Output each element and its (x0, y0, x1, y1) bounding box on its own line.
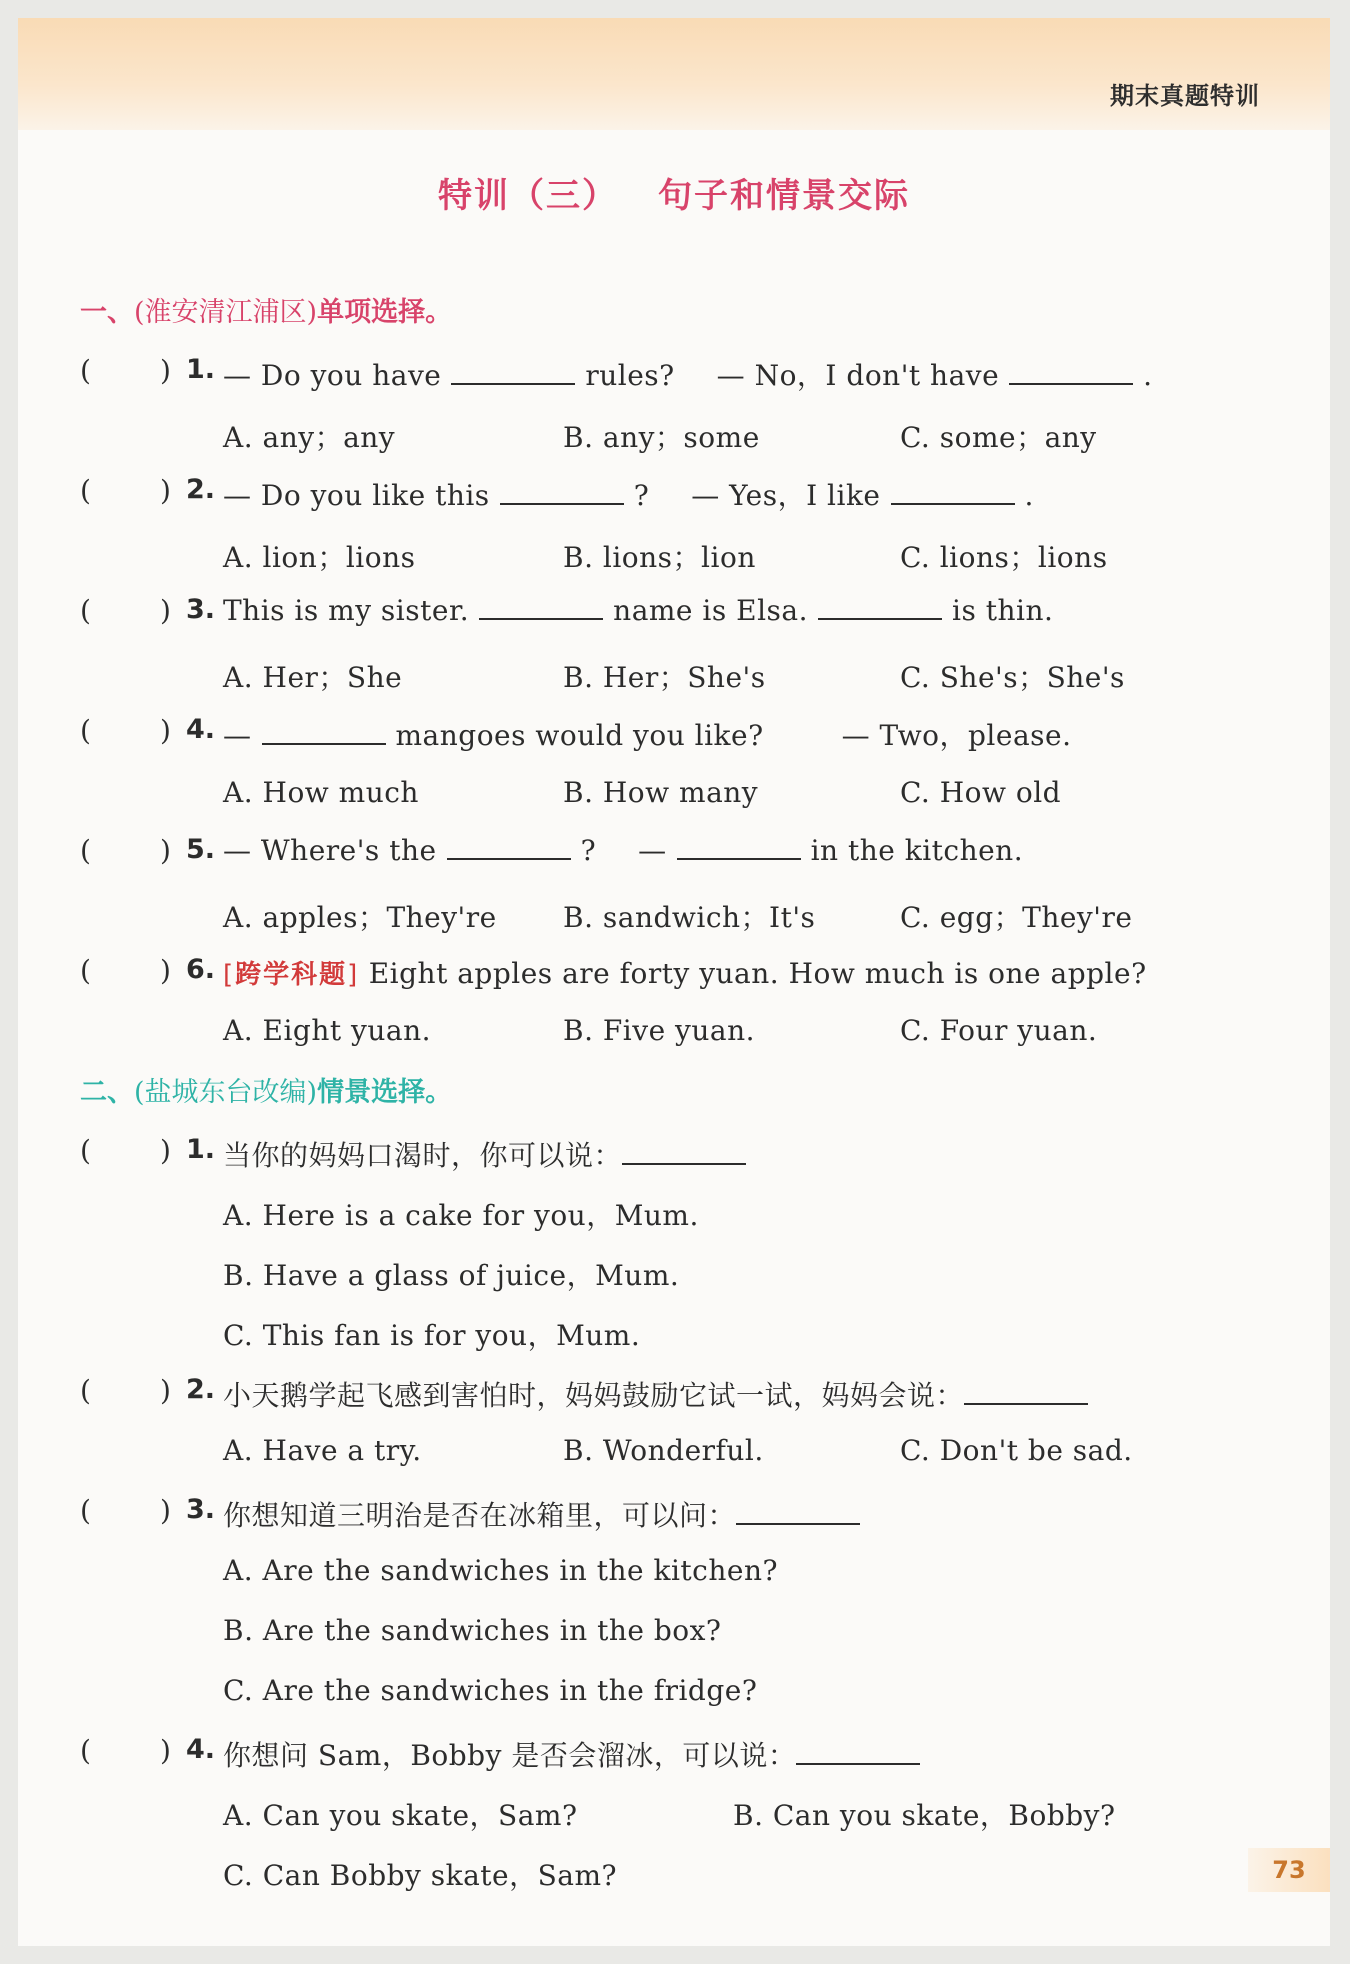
option-c[interactable]: C. Don't be sad. (900, 1434, 1133, 1467)
section-2-number: 二、 (80, 1077, 134, 1108)
option-c[interactable]: C. lions；lions (900, 541, 1108, 574)
answer-paren-close: ) (160, 594, 171, 627)
section-1-heading (80, 290, 452, 329)
question-text: 你想知道三明治是否在冰箱里，可以问： (223, 1494, 870, 1534)
answer-paren-open[interactable]: ( (80, 714, 91, 747)
option-a[interactable]: A. Her；She (223, 661, 403, 694)
section-2-title: 情景选择。 (317, 1077, 453, 1108)
page-title (18, 168, 1330, 217)
section-2-source: (盐城东台改编) (134, 1077, 318, 1108)
answer-paren-close: ) (160, 954, 171, 987)
section-1-source: (淮安清江浦区) (134, 297, 318, 328)
option-b[interactable]: B. Can you skate，Bobby? (733, 1799, 1116, 1832)
option-c[interactable]: C. This fan is for you，Mum. (223, 1319, 641, 1352)
answer-blank[interactable] (891, 479, 1015, 505)
answer-paren-close: ) (160, 1494, 171, 1527)
option-c[interactable]: C. egg；They're (900, 901, 1133, 934)
answer-paren-open[interactable]: ( (80, 954, 91, 987)
answer-paren-open[interactable]: ( (80, 834, 91, 867)
answer-blank[interactable] (451, 359, 575, 385)
option-b[interactable]: B. Wonderful. (563, 1434, 764, 1467)
question-text: 当你的妈妈口渴时，你可以说： (223, 1134, 756, 1174)
option-b[interactable]: B. Her；She's (563, 661, 766, 694)
header-label: 期末真题特训 (1110, 82, 1260, 110)
answer-blank[interactable] (262, 719, 386, 745)
answer-paren-open[interactable]: ( (80, 354, 91, 387)
answer-paren-close: ) (160, 1134, 171, 1167)
question-text: 你想问 Sam，Bobby 是否会溜冰，可以说： (223, 1734, 930, 1774)
section-2-heading (80, 1070, 452, 1109)
answer-blank[interactable] (622, 1139, 746, 1165)
question-number: 4. (186, 714, 216, 745)
answer-paren-open[interactable]: ( (80, 474, 91, 507)
option-a[interactable]: A. lion；lions (223, 541, 416, 574)
question-text: 小天鹅学起飞感到害怕时，妈妈鼓励它试一试，妈妈会说： (223, 1374, 1098, 1414)
option-a[interactable]: A. Are the sandwiches in the kitchen? (223, 1554, 778, 1587)
option-b[interactable]: B. any；some (563, 421, 760, 454)
question-number: 1. (186, 1134, 216, 1165)
option-b[interactable]: B. lions；lion (563, 541, 756, 574)
option-c[interactable]: C. How old (900, 776, 1062, 809)
option-b[interactable]: B. Are the sandwiches in the box? (223, 1614, 722, 1647)
option-c[interactable]: C. Are the sandwiches in the fridge? (223, 1674, 758, 1707)
question-number: 1. (186, 354, 216, 385)
question-text: — Do you like this ? — Yes，I like . (223, 479, 1034, 512)
answer-paren-open[interactable]: ( (80, 1374, 91, 1407)
question-number: 2. (186, 1374, 216, 1405)
question-text: — Do you have rules? — No，I don't have . (223, 359, 1153, 392)
answer-paren-open[interactable]: ( (80, 594, 91, 627)
question-text: This is my sister. name is Elsa. is thin. (223, 594, 1054, 627)
option-a[interactable]: A. apples；They're (223, 901, 497, 934)
answer-paren-close: ) (160, 1374, 171, 1407)
question-number: 3. (186, 1494, 216, 1525)
question-number: 5. (186, 834, 216, 865)
option-a[interactable]: A. Eight yuan. (223, 1014, 432, 1047)
question-number: 3. (186, 594, 216, 625)
option-a[interactable]: A. any；any (223, 421, 396, 454)
answer-paren-close: ) (160, 474, 171, 507)
option-b[interactable]: B. How many (563, 776, 759, 809)
question-number: 6. (186, 954, 216, 985)
answer-blank[interactable] (796, 1739, 920, 1765)
answer-blank[interactable] (964, 1379, 1088, 1405)
section-1-title: 单项选择。 (317, 297, 453, 328)
question-text: — Where's the ? — in the kitchen. (223, 834, 1024, 867)
title-right: 句子和情景交际 (658, 176, 910, 216)
answer-paren-open[interactable]: ( (80, 1494, 91, 1527)
answer-blank[interactable] (479, 594, 603, 620)
option-a[interactable]: A. Have a try. (223, 1434, 422, 1467)
option-a[interactable]: A. Here is a cake for you，Mum. (223, 1199, 699, 1232)
answer-blank[interactable] (818, 594, 942, 620)
option-b[interactable]: B. sandwich；It's (563, 901, 816, 934)
answer-blank[interactable] (1009, 359, 1133, 385)
answer-paren-open[interactable]: ( (80, 1134, 91, 1167)
answer-paren-open[interactable]: ( (80, 1734, 91, 1767)
header-band (18, 18, 1330, 130)
title-left: 特训（三） (438, 176, 618, 216)
question-number: 4. (186, 1734, 216, 1765)
answer-paren-close: ) (160, 714, 171, 747)
answer-paren-close: ) (160, 354, 171, 387)
option-a[interactable]: A. Can you skate，Sam? (223, 1799, 578, 1832)
section-1-number: 一、 (80, 297, 134, 328)
cross-subject-tag: [跨学科题] (223, 960, 360, 990)
option-c[interactable]: C. Can Bobby skate，Sam? (223, 1859, 618, 1892)
question-text: [跨学科题] Eight apples are forty yuan. How much is one apple? (223, 957, 1147, 990)
option-a[interactable]: A. How much (223, 776, 419, 809)
answer-blank[interactable] (447, 834, 571, 860)
option-c[interactable]: C. some；any (900, 421, 1097, 454)
answer-blank[interactable] (736, 1499, 860, 1525)
answer-paren-close: ) (160, 1734, 171, 1767)
option-c[interactable]: C. Four yuan. (900, 1014, 1098, 1047)
option-b[interactable]: B. Have a glass of juice，Mum. (223, 1259, 680, 1292)
workbook-page (18, 18, 1330, 1946)
page-number: 73 (1248, 1848, 1330, 1892)
option-c[interactable]: C. She's；She's (900, 661, 1125, 694)
question-number: 2. (186, 474, 216, 505)
answer-paren-close: ) (160, 834, 171, 867)
answer-blank[interactable] (677, 834, 801, 860)
question-text: — mangoes would you like? — Two，please. (223, 719, 1072, 752)
option-b[interactable]: B. Five yuan. (563, 1014, 756, 1047)
answer-blank[interactable] (500, 479, 624, 505)
